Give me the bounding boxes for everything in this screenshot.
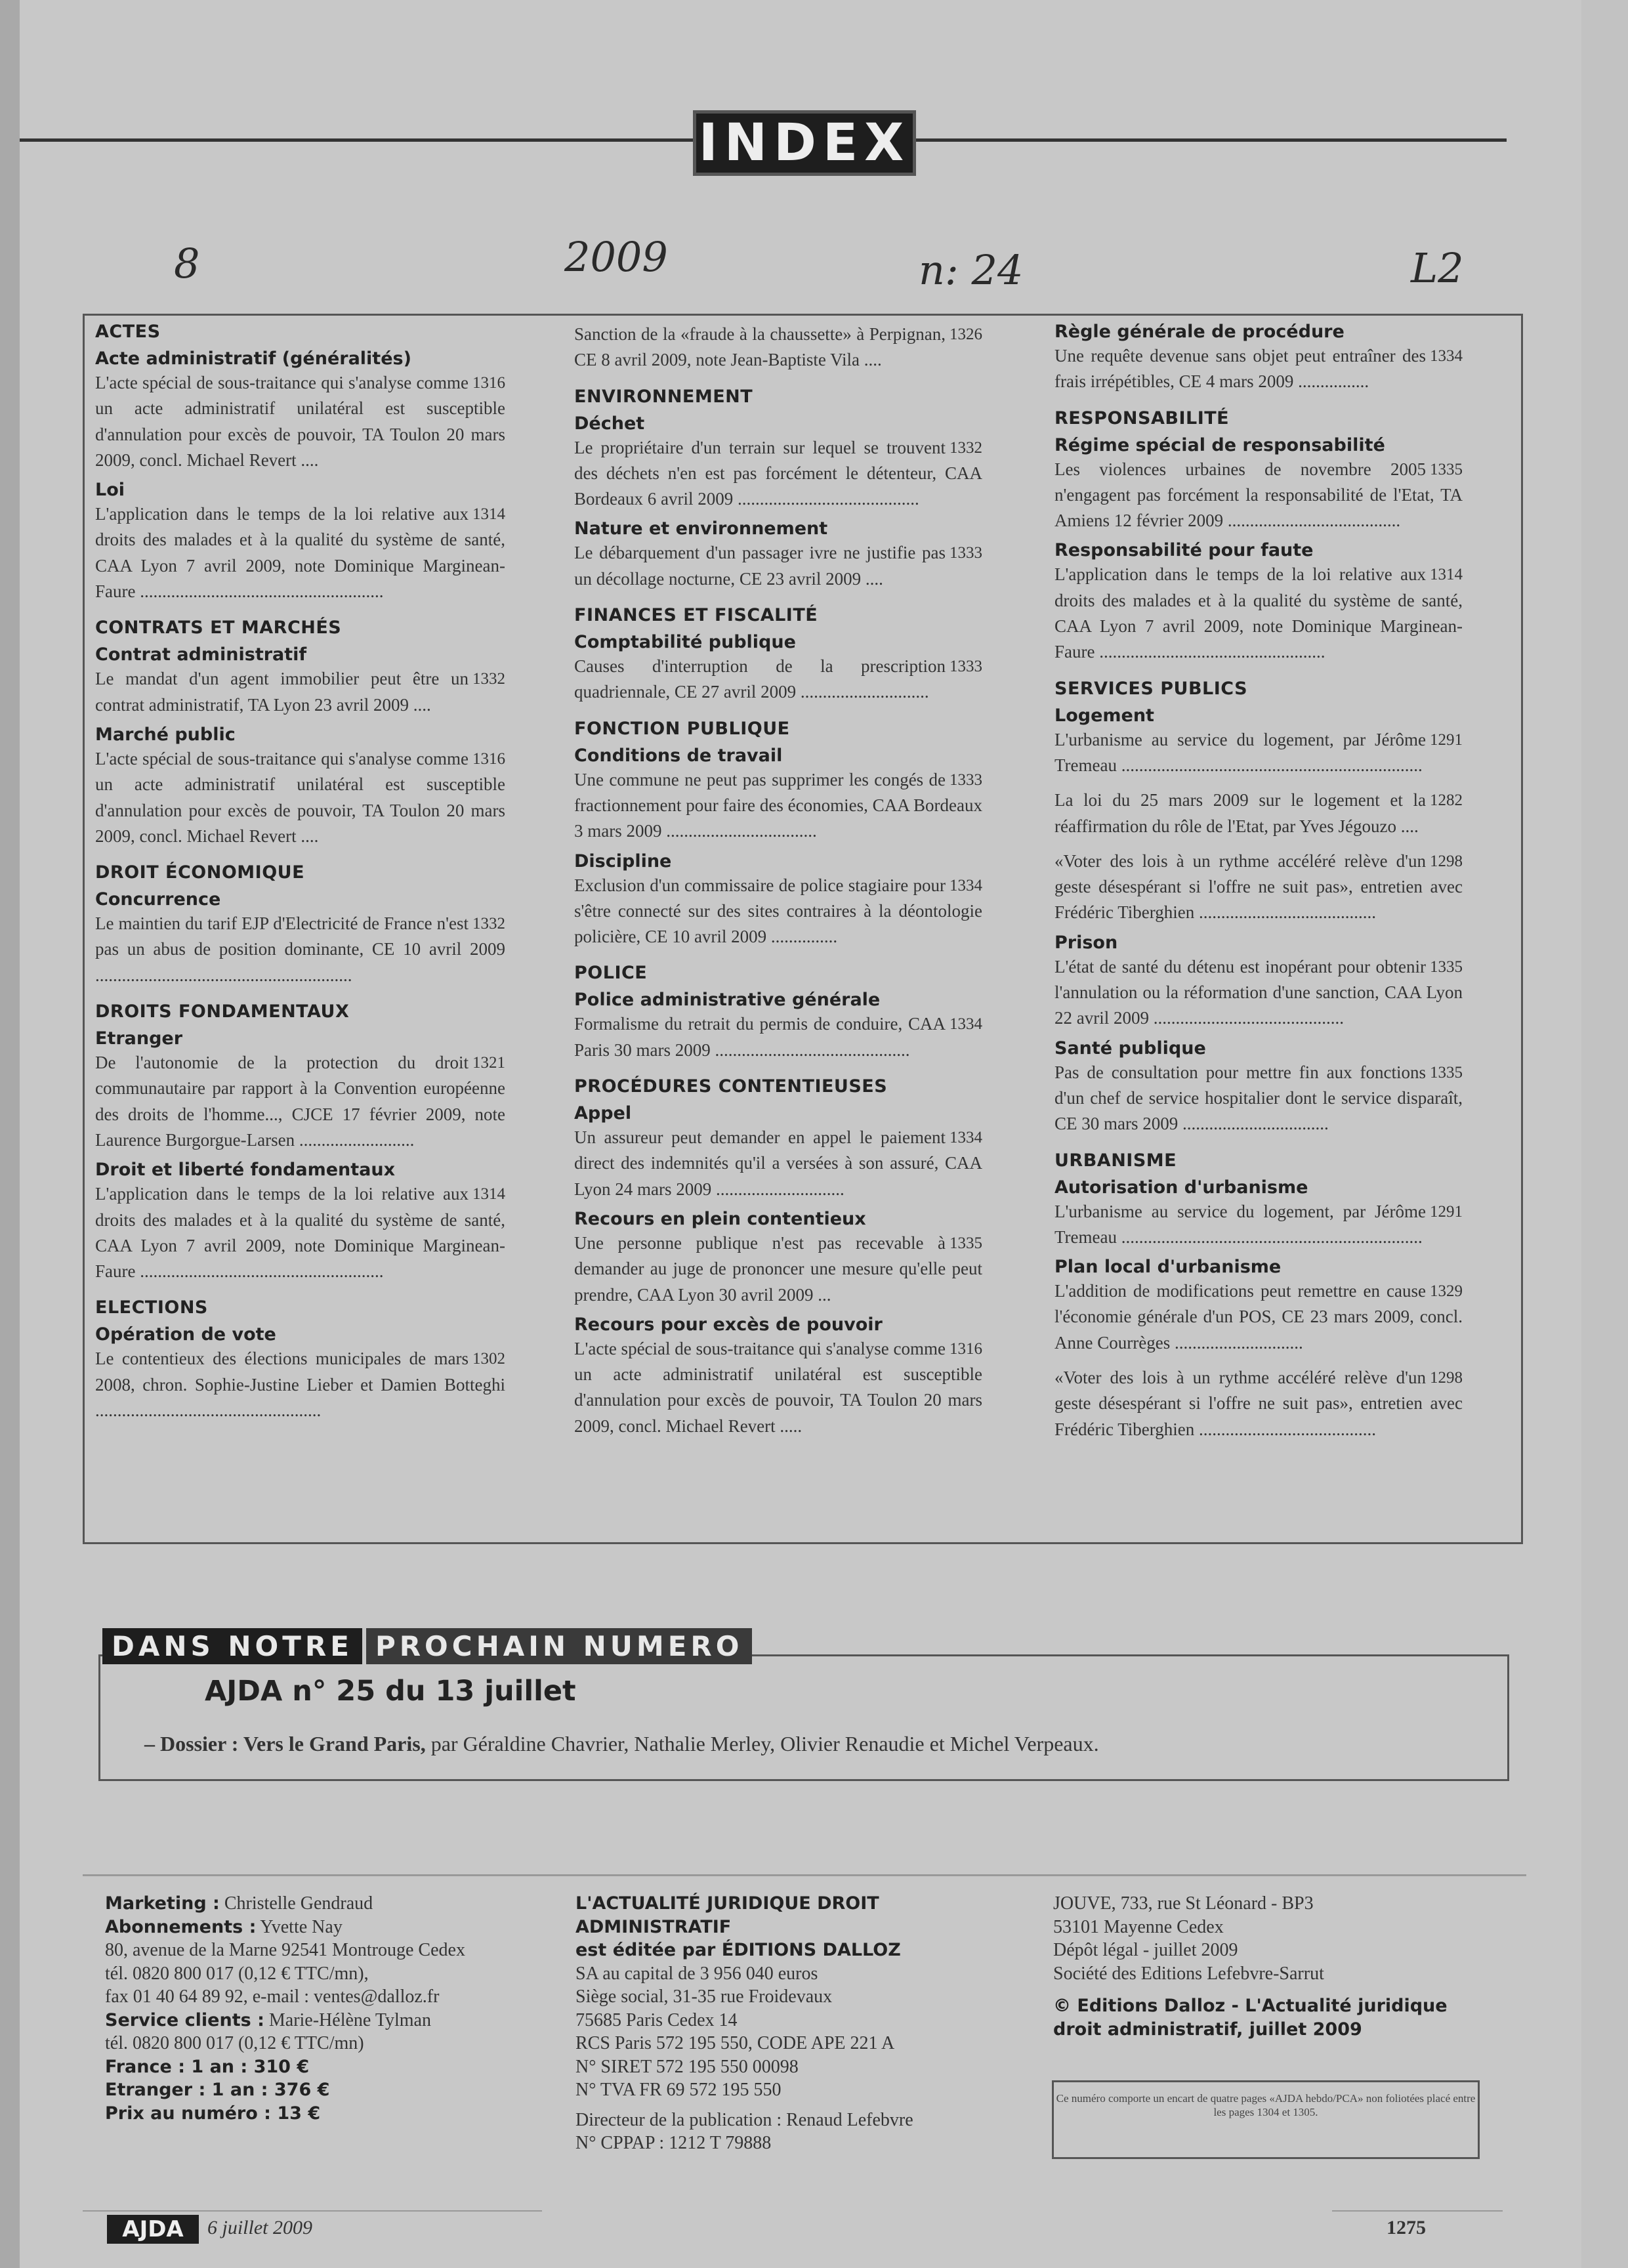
index-entry: [1054, 1365, 1463, 1442]
index-entry: [574, 873, 982, 950]
page-number: 1275: [1387, 2217, 1426, 2238]
index-entry-text: L'application dans le temps de la loi relative aux droits des malades et à la qualité du système de santé, CAA Lyon 7 avril 2009, note Dominique Marginean-Faure ...................................................: [1054, 564, 1463, 662]
footer-label: France : 1 an : 310 €: [105, 2056, 310, 2077]
index-entry-page: 1334: [950, 1129, 982, 1147]
footer-label: Abonnements :: [105, 1916, 257, 1937]
footer-text: Yvette Nay: [256, 1916, 343, 1937]
index-section-heading: SERVICES PUBLICS: [1054, 678, 1248, 699]
index-subheading: Etranger: [95, 1028, 183, 1049]
index-entry: [95, 1050, 505, 1153]
index-subheading: Plan local d'urbanisme: [1054, 1257, 1282, 1278]
footer-line: [575, 2109, 1022, 2132]
header-rule-left: [20, 138, 693, 142]
footer-line: [575, 2132, 1022, 2155]
index-entry-page: 1334: [950, 876, 982, 894]
index-section-heading: FINANCES ET FISCALITÉ: [574, 605, 818, 626]
footer-text: Directeur de la publication : Renaud Lefebvre: [575, 2109, 913, 2130]
index-subheading: Concurrence: [95, 889, 221, 910]
index-subheading: Recours pour excès de pouvoir: [574, 1314, 883, 1335]
footer-line: [1053, 1994, 1499, 2018]
index-subheading: Logement: [1054, 705, 1154, 726]
index-entry-page: 1298: [1430, 1369, 1463, 1387]
index-section-heading: RESPONSABILITÉ: [1054, 408, 1230, 429]
index-section-heading: ELECTIONS: [95, 1297, 208, 1318]
ajda-logo: AJDA: [107, 2215, 199, 2244]
footer-text: 80, avenue de la Marne 92541 Montrouge Cedex: [105, 1940, 465, 1960]
index-entry-text: L'application dans le temps de la loi relative aux droits des malades et à la qualité du système de santé, CAA Lyon 7 avril 2009, note Dominique Marginean-Faure .......................................................: [95, 1184, 505, 1282]
index-entry: [574, 1011, 982, 1063]
footer-label: L'ACTUALITÉ JURIDIQUE DROIT ADMINISTRATIF: [575, 1893, 879, 1937]
handwritten-note-1: 8: [174, 240, 200, 287]
index-entry-page: 1333: [950, 658, 982, 676]
index-entry-page: 1332: [472, 670, 505, 688]
footer-label: Marketing :: [105, 1893, 220, 1914]
index-entry-page: 1332: [472, 915, 505, 933]
index-subheading: Responsabilité pour faute: [1054, 540, 1314, 561]
footer-text: Dépôt légal - juillet 2009: [1053, 1940, 1238, 1960]
handwritten-note-2: 2009: [564, 233, 668, 281]
index-entry-text: La loi du 25 mars 2009 sur le logement et la réaffirmation du rôle de l'Etat, par Yves Jégouzo ....: [1054, 790, 1426, 836]
footer-text: RCS Paris 572 195 550, CODE APE 221 A: [575, 2033, 895, 2053]
footer-line: [105, 2032, 551, 2055]
index-entry-page: 1321: [472, 1054, 505, 1072]
index-subheading: Régime spécial de responsabilité: [1054, 434, 1385, 455]
footer-label: droit administratif, juillet 2009: [1053, 2019, 1362, 2040]
index-entry-page: 1334: [950, 1015, 982, 1034]
index-section-heading: DROIT ÉCONOMIQUE: [95, 862, 305, 883]
index-entry-page: 1316: [950, 1339, 982, 1358]
index-entry: [95, 746, 505, 849]
next-issue-title: AJDA n° 25 du 13 juillet: [205, 1675, 576, 1708]
footer-text: fax 01 40 64 89 92, e-mail : ventes@dalloz.fr: [105, 1986, 440, 2007]
index-entry-text: «Voter des lois à un rythme accéléré relève d'un geste désespérant si l'offre ne suit pas», entretien avec Frédéric Tiberghien ........................................: [1054, 1368, 1463, 1439]
book-spine: [0, 0, 22, 2268]
index-subheading: Nature et environnement: [574, 518, 828, 539]
footer-line: [105, 1939, 551, 1962]
index-entry-text: L'urbanisme au service du logement, par Jérôme Tremeau ....................................................................: [1054, 1201, 1426, 1247]
next-issue-box: [98, 1654, 1509, 1781]
index-entry-page: 1298: [1430, 852, 1463, 870]
index-entry-text: Sanction de la «fraude à la chaussette» à Perpignan, CE 8 avril 2009, note Jean-Baptiste Vila ....: [574, 324, 946, 370]
next-issue-banner: [102, 1628, 752, 1664]
index-entry: [1054, 562, 1463, 665]
index-column-2: [574, 322, 982, 1439]
index-entry: [574, 540, 982, 592]
footer-text: N° SIRET 572 195 550 00098: [575, 2056, 799, 2077]
index-entry-page: 1333: [950, 770, 982, 789]
index-entry-page: 1291: [1430, 1202, 1463, 1221]
header-rule-right: [916, 138, 1507, 142]
footer-label: Prix au numéro : 13 €: [105, 2103, 321, 2124]
index-entry-text: Causes d'interruption de la prescription quadriennale, CE 27 avril 2009 .............................: [574, 656, 946, 702]
footer-line: [575, 2078, 1022, 2102]
index-entry-page: 1326: [950, 326, 982, 343]
index-entry: [1054, 457, 1463, 534]
dossier-authors: par Géraldine Chavrier, Nathalie Merley, Olivier Renaudie et Michel Verpeaux.: [425, 1732, 1099, 1755]
footer-line: [575, 2055, 1022, 2079]
index-entry-page: 1335: [950, 1234, 982, 1252]
index-entry-text: «Voter des lois à un rythme accéléré relève d'un geste désespérant si l'offre ne suit pas», entretien avec Frédéric Tiberghien ........................................: [1054, 850, 1463, 923]
index-entry-page: 1332: [950, 438, 982, 457]
footer-line: [575, 1939, 1022, 1962]
index-entry-text: Le mandat d'un agent immobilier peut être un contrat administratif, TA Lyon 23 avril 2009 ....: [95, 669, 469, 715]
footer-text: Christelle Gendraud: [219, 1893, 373, 1914]
footer-text: SA au capital de 3 956 040 euros: [575, 1963, 818, 1984]
index-entry-page: 1314: [1430, 566, 1463, 584]
bottom-rule-right: [1332, 2210, 1503, 2212]
index-subheading: Loi: [95, 480, 125, 501]
index-subheading: Déchet: [574, 413, 645, 434]
index-section-heading: POLICE: [574, 963, 648, 984]
footer-line: [575, 1962, 1022, 1986]
index-subheading: Comptabilité publique: [574, 632, 796, 653]
footer-text: tél. 0820 800 017 (0,12 € TTC/mn): [105, 2033, 364, 2053]
dossier-label: – Dossier : Vers le Grand Paris,: [144, 1732, 426, 1755]
index-entry-page: 1314: [472, 1185, 505, 1204]
index-section-heading: CONTRATS ET MARCHÉS: [95, 618, 342, 639]
index-entry: [1054, 1060, 1463, 1137]
index-entry-text: Une personne publique n'est pas recevable à demander au juge de prononcer une mesure qu'elle peut prendre, CAA Lyon 30 avril 2009 ...: [574, 1232, 982, 1305]
index-entry-page: 1314: [472, 505, 505, 524]
index-entry: [1054, 849, 1463, 926]
footer-line: [1053, 2018, 1499, 2042]
footer-line: [575, 2009, 1022, 2032]
index-subheading: Acte administratif (généralités): [95, 348, 411, 369]
footer-line: [105, 2055, 551, 2079]
index-subheading: Opération de vote: [95, 1324, 276, 1345]
footer-text: N° CPPAP : 1212 T 79888: [575, 2133, 772, 2153]
footer-line: [105, 2009, 551, 2032]
index-section-heading: DROITS FONDAMENTAUX: [95, 1001, 350, 1022]
issue-date: 6 juillet 2009: [207, 2217, 312, 2238]
index-entry: [1054, 1278, 1463, 1356]
index-section-heading: ENVIRONNEMENT: [574, 386, 753, 407]
index-entry-text: Un assureur peut demander en appel le paiement direct des indemnités qu'il a versées à son assuré, CAA Lyon 24 mars 2009 .............................: [574, 1127, 982, 1199]
index-subheading: Marché public: [95, 724, 236, 745]
index-entry-text: Pas de consultation pour mettre fin aux fonctions d'un chef de service hospitalier dont le service disparaît, CE 30 mars 2009 .................................: [1054, 1062, 1463, 1134]
footer-line: [1053, 1916, 1499, 1939]
footer-rule: [83, 1874, 1526, 1876]
footer-line: [105, 1962, 551, 1986]
footer-text: Société des Editions Lefebvre-Sarrut: [1053, 1963, 1324, 1984]
footer-column-1: [105, 1892, 551, 2125]
index-entry-text: L'addition de modifications peut remettre en cause l'économie générale d'un POS, CE 23 mars 2009, concl. Anne Courrèges .............................: [1054, 1281, 1463, 1353]
index-entry: [574, 1125, 982, 1202]
footer-column-3: [1053, 1892, 1499, 2041]
index-section-heading: ACTES: [95, 322, 161, 342]
index-entry: [574, 322, 982, 373]
footer-line: [105, 2078, 551, 2102]
index-entry-text: L'acte spécial de sous-traitance qui s'analyse comme un acte administratif unilatéral est susceptible d'annulation pour excès de pouvoir, TA Toulon 20 mars 2009, concl. Michael Revert .....: [574, 1338, 982, 1436]
index-column-1: [95, 322, 505, 1423]
index-subheading: Règle générale de procédure: [1054, 322, 1345, 342]
footer-line: [105, 1892, 551, 1916]
index-entry: [574, 1230, 982, 1308]
index-entry-text: Une commune ne peut pas supprimer les congés de fractionnement pour faire des économies, CAA Bordeaux 3 mars 2009 ..................................: [574, 769, 982, 841]
footer-label: Etranger : 1 an : 376 €: [105, 2080, 330, 2100]
index-title: INDEX: [693, 110, 916, 176]
footer-line: [1053, 1962, 1499, 1986]
index-entry: [95, 370, 505, 473]
footer-label: Service clients :: [105, 2009, 264, 2030]
index-column-3: [1054, 322, 1463, 1442]
index-subheading: Autorisation d'urbanisme: [1054, 1177, 1308, 1198]
index-entry: [95, 666, 505, 718]
index-entry-text: Le propriétaire d'un terrain sur lequel se trouvent des déchets n'en est pas forcément le détenteur, CAA Bordeaux 6 avril 2009 .........................................: [574, 437, 982, 509]
index-entry-page: 1291: [1430, 730, 1463, 749]
footer-line: [105, 2102, 551, 2126]
index-entry: [1054, 954, 1463, 1032]
index-section-heading: FONCTION PUBLIQUE: [574, 718, 790, 739]
index-entry-page: 1282: [1430, 791, 1463, 810]
index-entry-text: L'urbanisme au service du logement, par Jérôme Tremeau ....................................................................: [1054, 729, 1426, 775]
index-entry-page: 1316: [472, 374, 505, 392]
handwritten-note-4: L2: [1411, 244, 1464, 292]
index-entry-text: L'acte spécial de sous-traitance qui s'analyse comme un acte administratif unilatéral est susceptible d'annulation pour excès de pouvoir, TA Toulon 20 mars 2009, concl. Michael Revert ....: [95, 748, 505, 846]
index-entry-text: Une requête devenue sans objet peut entraîner des frais irrépétibles, CE 4 mars 2009 ................: [1054, 346, 1426, 392]
insert-notice: Ce numéro comporte un encart de quatre pages «AJDA hebdo/PCA» non foliotées placé entre les pages 1304 et 1305.: [1052, 2080, 1480, 2159]
index-subheading: Contrat administratif: [95, 644, 307, 665]
index-entry-page: 1302: [472, 1350, 505, 1368]
index-entry-text: Le maintien du tarif EJP d'Electricité de France n'est pas un abus de position dominante, CE 10 avril 2009 ..........................................................: [95, 914, 505, 985]
index-entry: [574, 435, 982, 513]
index-entry-text: Formalisme du retrait du permis de conduire, CAA Paris 30 mars 2009 ............................................: [574, 1014, 946, 1060]
index-entry: [574, 1336, 982, 1439]
footer-text: 53101 Mayenne Cedex: [1053, 1916, 1224, 1937]
footer-text: 75685 Paris Cedex 14: [575, 2009, 738, 2030]
footer-text: Siège social, 31-35 rue Froidevaux: [575, 1986, 833, 2007]
index-subheading: Conditions de travail: [574, 745, 783, 766]
index-entry-page: 1335: [1430, 957, 1463, 976]
index-subheading: Discipline: [574, 850, 672, 872]
index-entry: [1054, 788, 1463, 839]
index-entry: [95, 1346, 505, 1423]
index-entry: [574, 767, 982, 845]
index-entry: [1054, 1199, 1463, 1251]
index-entry: [95, 501, 505, 604]
footer-label: © Editions Dalloz - L'Actualité juridique: [1053, 1996, 1448, 2016]
index-entry-page: 1334: [1430, 347, 1463, 365]
index-entry-text: Le débarquement d'un passager ivre ne justifie pas un décollage nocturne, CE 23 avril 2009 ....: [574, 543, 946, 589]
index-entry-page: 1335: [1430, 460, 1463, 478]
index-subheading: Police administrative générale: [574, 990, 881, 1011]
index-entry-text: Le contentieux des élections municipales de mars 2008, chron. Sophie-Justine Lieber et Damien Botteghi ...................................................: [95, 1349, 505, 1421]
index-entry: [95, 911, 505, 988]
index-entry: [1054, 343, 1463, 395]
footer-text: JOUVE, 733, rue St Léonard - BP3: [1053, 1893, 1314, 1914]
next-issue-dossier: [144, 1732, 1099, 1756]
index-subheading: Appel: [574, 1103, 632, 1124]
footer-line: [1053, 1892, 1499, 1916]
index-entry-text: De l'autonomie de la protection du droit communautaire par rapport à la Convention européenne des droits de l'homme..., CJCE 17 février 2009, note Laurence Burgorgue-Larsen ..........................: [95, 1053, 505, 1150]
footer-text: N° TVA FR 69 572 195 550: [575, 2080, 782, 2100]
index-subheading: Recours en plein contentieux: [574, 1208, 866, 1229]
footer-line: [575, 1892, 1022, 1939]
index-entry-text: L'acte spécial de sous-traitance qui s'analyse comme un acte administratif unilatéral est susceptible d'annulation pour excès de pouvoir, TA Toulon 20 mars 2009, concl. Michael Revert ....: [95, 373, 505, 470]
index-subheading: Santé publique: [1054, 1038, 1206, 1059]
index-entry-page: 1335: [1430, 1063, 1463, 1082]
index-entry-page: 1333: [950, 544, 982, 562]
index-entry-text: Exclusion d'un commissaire de police stagiaire pour s'être connecté sur des sites contraires à la déontologie policière, CE 10 avril 2009 ...............: [574, 875, 982, 947]
index-entry-text: L'application dans le temps de la loi relative aux droits des malades et à la qualité du système de santé, CAA Lyon 7 avril 2009, note Dominique Marginean-Faure .......................................................: [95, 504, 505, 602]
index-entry-text: Les violences urbaines de novembre 2005 n'engagent pas forcément la responsabilité de l'Etat, TA Amiens 12 février 2009 .......................................: [1054, 459, 1463, 531]
index-subheading: Droit et liberté fondamentaux: [95, 1160, 396, 1181]
next-issue-label-dark: DANS NOTRE: [102, 1628, 362, 1664]
next-issue-label: PROCHAIN NUMERO: [362, 1628, 753, 1664]
index-entry-page: 1316: [472, 749, 505, 768]
index-entry: [1054, 727, 1463, 779]
index-section-heading: URBANISME: [1054, 1150, 1177, 1171]
footer-line: [575, 2032, 1022, 2055]
footer-line: [575, 1985, 1022, 2009]
footer-text: Marie-Hélène Tylman: [264, 2009, 431, 2030]
footer-line: [105, 1985, 551, 2009]
footer-label: est éditée par ÉDITIONS DALLOZ: [575, 1940, 901, 1960]
handwritten-note-3: n: 24: [919, 246, 1024, 294]
index-entry-page: 1329: [1430, 1282, 1463, 1301]
index-entry: [95, 1181, 505, 1284]
footer-text: tél. 0820 800 017 (0,12 € TTC/mn),: [105, 1963, 369, 1984]
footer-line: [105, 1916, 551, 1939]
index-entry-text: L'état de santé du détenu est inopérant pour obtenir l'annulation ou la réformation d'une sanction, CAA Lyon 22 avril 2009 ...........................................: [1054, 956, 1463, 1028]
footer-line: [1053, 1939, 1499, 1962]
index-section-heading: PROCÉDURES CONTENTIEUSES: [574, 1076, 888, 1097]
index-subheading: Prison: [1054, 932, 1118, 953]
footer-column-2: [575, 1892, 1022, 2155]
bottom-rule-left: [83, 2210, 542, 2212]
index-entry: [574, 654, 982, 705]
